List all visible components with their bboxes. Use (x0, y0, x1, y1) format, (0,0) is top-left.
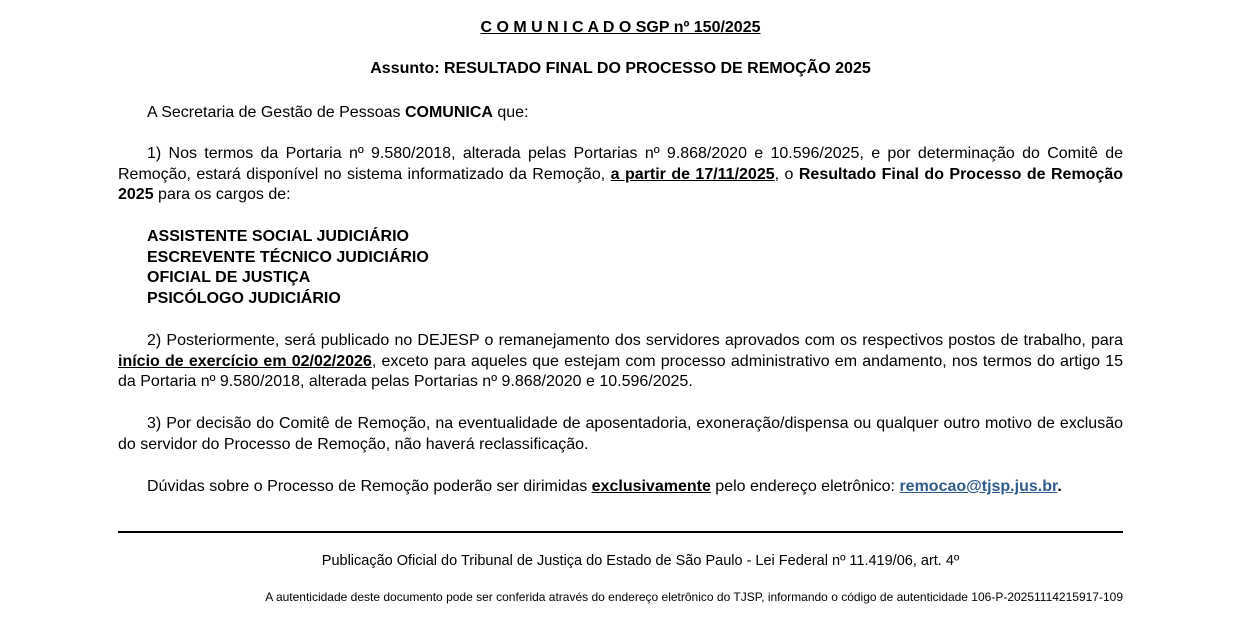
item2-text-a: 2) Posteriormente, será publicado no DEJESP o remanejamento dos servidores aprovados com os respectivos postos de trabalho, para (147, 332, 1123, 349)
roles-list (147, 227, 429, 310)
intro-paragraph (118, 103, 1123, 124)
contact-paragraph (118, 477, 1123, 498)
item1-text-c: para os cargos de: (153, 186, 291, 204)
document-subject: Assunto: RESULTADO FINAL DO PROCESSO DE REMOÇÃO 2025 (370, 60, 871, 77)
role-item: ASSISTENTE SOCIAL JUDICIÁRIO (147, 228, 409, 245)
role-item: ESCREVENTE TÉCNICO JUDICIÁRIO (147, 248, 429, 266)
role-item: OFICIAL DE JUSTIÇA (147, 269, 311, 287)
item2-highlight: início de exercício em 02/02/2026 (118, 352, 372, 370)
item3-paragraph (118, 414, 1123, 455)
footer-publication: Publicação Oficial do Tribunal de Justiça do Estado de São Paulo - Lei Federal nº 11.419/06, art. 4º (321, 553, 960, 569)
item1-paragraph (118, 144, 1123, 206)
contact-text-c: . (1057, 478, 1062, 495)
intro-text-bold: COMUNICA (404, 104, 493, 121)
role-item: PSICÓLOGO JUDICIÁRIO (147, 290, 341, 308)
document-title: C O M U N I C A D O SGP nº 150/2025 (480, 19, 761, 36)
contact-text-b: pelo endereço eletrônico: (710, 478, 900, 495)
item1-text-b: , o (774, 165, 799, 183)
item1-bold-phrase: Resultado Final do Processo de Remoção 2025 (118, 165, 1124, 204)
item2-paragraph (118, 331, 1123, 393)
contact-email-link[interactable]: remocao@tjsp.jus.br (899, 478, 1058, 495)
item2-text-b: , exceto para aqueles que estejam com processo administrativo em andamento, nos termos do artigo 15 da Portaria nº 9.580/2018, alterada pelas Portarias nº 9.868/2020 e 10.596/2025. (118, 352, 1124, 391)
contact-highlight: exclusivamente (591, 478, 711, 495)
intro-text-before: A Secretaria de Gestão de Pessoas (147, 104, 405, 121)
item1-date-highlight: a partir de 17/11/2025 (610, 165, 775, 183)
contact-text-a: Dúvidas sobre o Processo de Remoção poderão ser dirimidas (147, 478, 592, 495)
footer-divider (118, 531, 1123, 533)
footer-authenticity: A autenticidade deste documento pode ser conferida através do endereço eletrônico do TJSP, informando o código de autenticidade 106-P-20251114215917-109 (265, 590, 1123, 604)
item1-text-a: 1) Nos termos da Portaria nº 9.580/2018, alterada pelas Portarias nº 9.868/2020 e 10.596/2025, e por determinação do Comitê de Remoção, estará disponível no sistema informatizado da Remoção, (118, 145, 1123, 183)
item3-text: 3) Por decisão do Comitê de Remoção, na eventualidade de aposentadoria, exoneração/dispensa ou qualquer outro motivo de exclusão do servidor do Processo de Remoção, não haverá reclassificação. (118, 415, 1123, 453)
intro-text-after: que: (492, 104, 529, 121)
